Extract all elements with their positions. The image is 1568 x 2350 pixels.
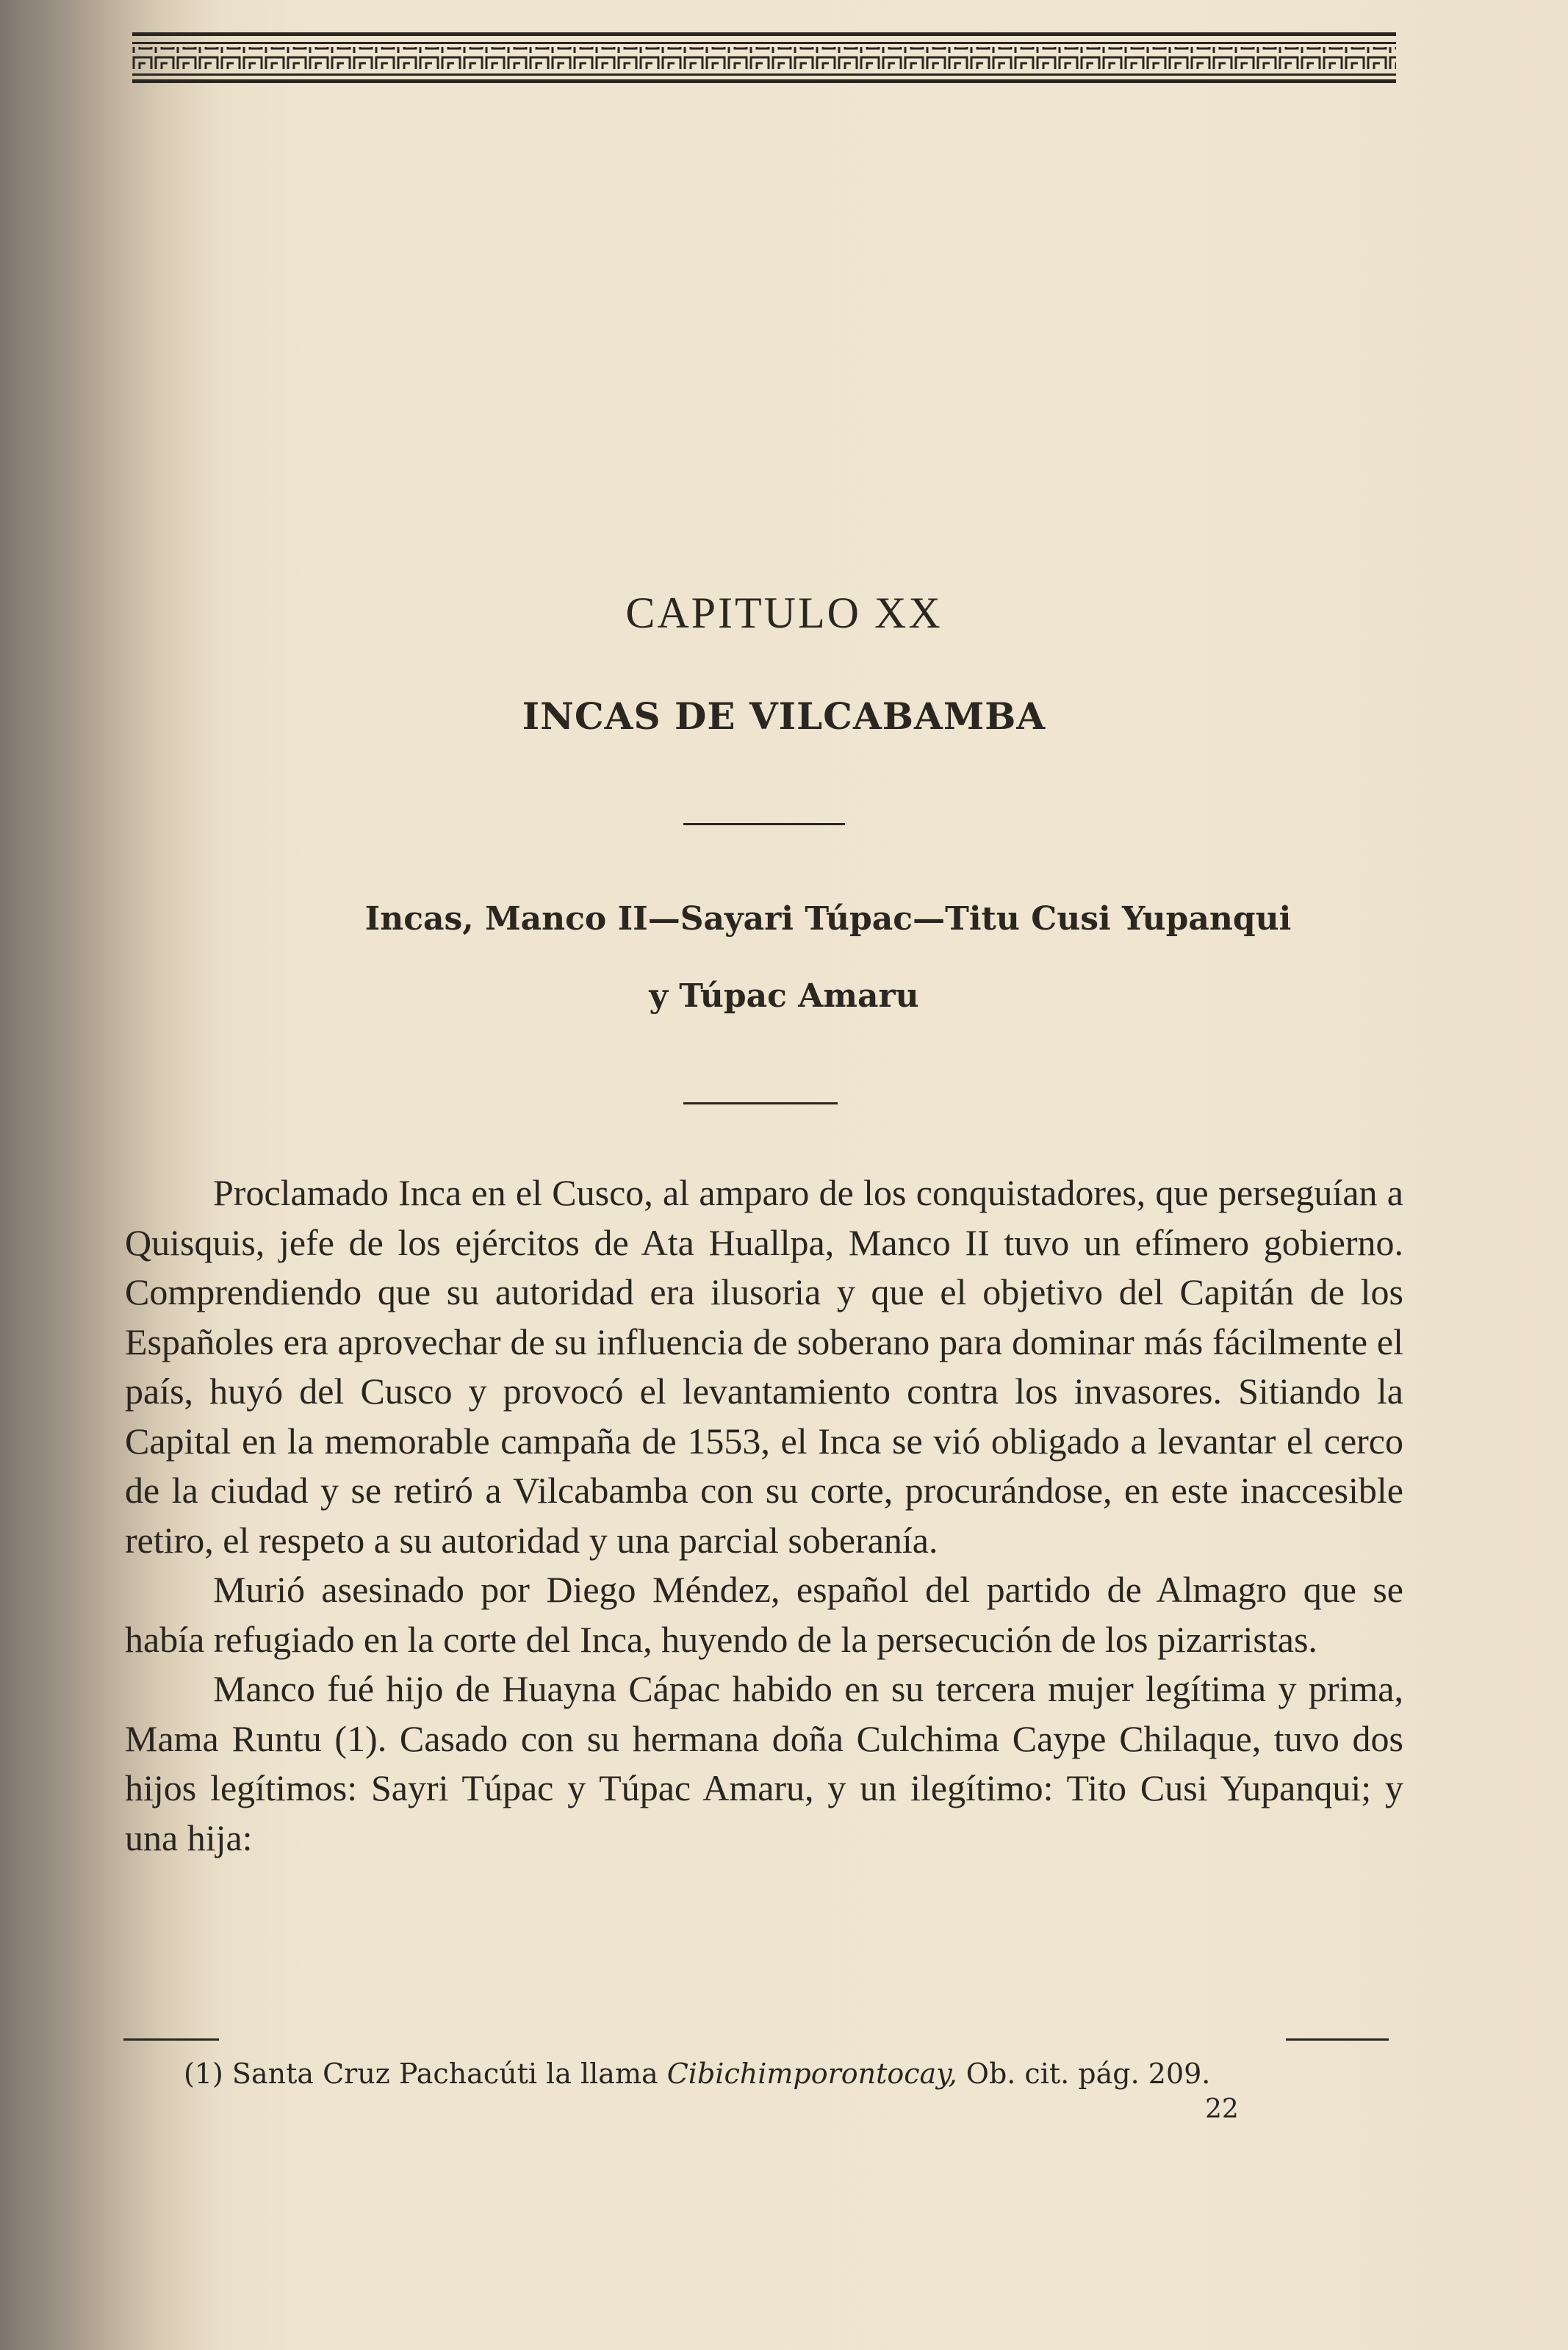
body-text [125,1168,1403,1863]
divider-rule [683,1102,838,1104]
footnote [184,2058,1403,2090]
paragraph: Proclamado Inca en el Cusco, al amparo de los conquistadores, que perseguían a Quisquis, jefe de los ejércitos de Ata Huallpa, Manco II tuvo un efímero gobierno. Comprendiendo que su autoridad era ilusoria y que el objetivo del Capitán de los Españoles era aprovechar de su influencia de soberano para dominar más fácilmente el país, huyó del Cusco y provocó el levantamiento contra los invasores. Sitiando la Capital en la memorable campaña de 1553, el Inca se vió obligado a levantar el cerco de la ciudad y se retiró a Vilcabamba con su corte, procurándose, en este inaccesible retiro, el respeto a su autoridad y una parcial soberanía. [125,1172,1403,1561]
footnote-italic-name: Cibichimporontocay, [666,2058,957,2090]
chapter-title: INCAS DE VILCABAMBA [522,694,1046,738]
footnote-text: Santa Cruz Pachacúti la llama [231,2058,658,2090]
footnote-citation: Ob. cit. pág. 209. [965,2058,1211,2090]
chapter-subtitle-continued: y Túpac Amaru [649,977,919,1015]
chapter-subtitle: Incas, Manco II—Sayari Túpac—Titu Cusi Yupanqui [364,900,1292,938]
page-number: 22 [1205,2094,1239,2124]
paragraph: Manco fué hijo de Huayna Cápac habido en su tercera mujer legítima y prima, Mama Runtu (1). Casado con su hermana doña Culchima Caype Chilaque, tuvo dos hijos legítimos: Sayri Túpac y Túpac Amaru, y un ilegítimo: Tito Cusi Yupanqui; y una hija: [125,1668,1403,1858]
footnote-rule-right [1286,2038,1389,2041]
greek-key-ornament [132,32,1396,109]
footnote-marker: (1) [184,2058,223,2090]
footnote-rule-left [123,2038,219,2041]
divider-rule [683,823,845,825]
paragraph: Murió asesinado por Diego Méndez, español del partido de Almagro que se había refugiado en la corte del Inca, huyendo de la persecución de los pizarristas. [125,1569,1403,1660]
chapter-number: CAPITULO XX [625,589,943,637]
